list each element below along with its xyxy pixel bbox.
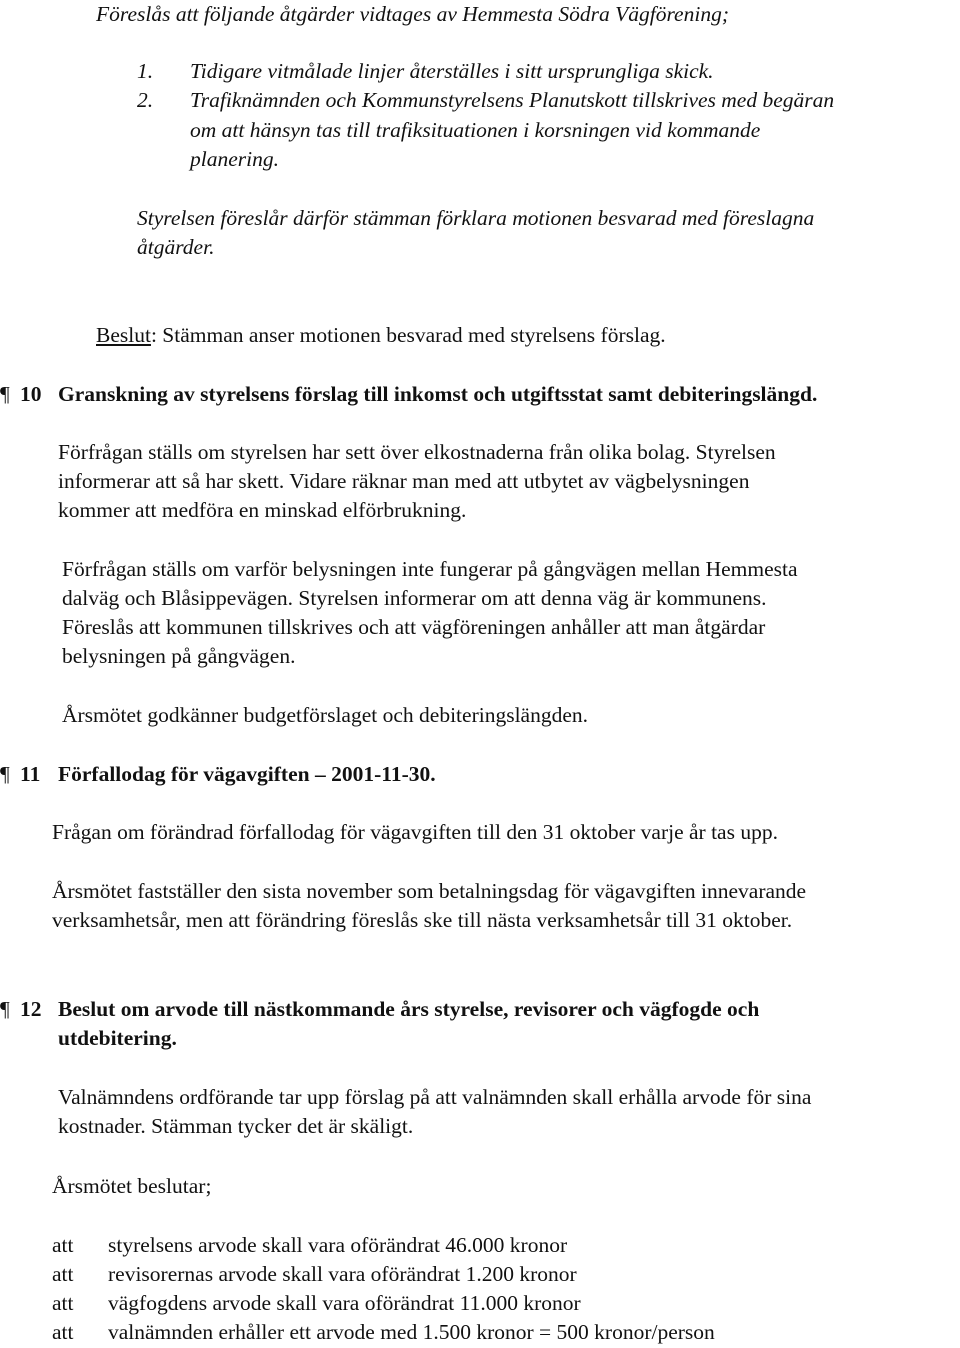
list-item-text: om att hänsyn tas till trafiksituationen i korsningen vid kommande [190, 118, 761, 142]
paragraph-line: Föreslås att kommunen tillskrives och att vägföreningen anhåller att man åtgärdar [62, 615, 766, 639]
decision-text: : Stämman anser motionen besvarad med styrelsens förslag. [150, 323, 666, 347]
list-item-text: Tidigare vitmålade linjer återställes i sitt ursprungliga skick. [190, 59, 714, 83]
paragraph-line: kommer att medföra en minskad elförbrukning. [58, 498, 467, 522]
att-prefix: att [52, 1291, 74, 1315]
section-number: 12 [20, 997, 42, 1021]
paragraph-line: dalväg och Blåsippevägen. Styrelsen informerar om att denna väg är kommunens. [62, 586, 767, 610]
section-heading: Beslut om arvode till nästkommande års styrelse, revisorer och vägfogde och [58, 997, 760, 1021]
att-prefix: att [52, 1233, 74, 1257]
paragraph-line: Valnämndens ordförande tar upp förslag på att valnämnden skall erhålla arvode för sina [58, 1085, 812, 1109]
att-text: valnämnden erhåller ett arvode med 1.500 kronor = 500 kronor/person [108, 1320, 715, 1344]
att-text: revisorernas arvode skall vara oförändrat 1.200 kronor [108, 1262, 577, 1286]
intro-lead: Föreslås att följande åtgärder vidtages av Hemmesta Södra Vägförening; [96, 2, 729, 26]
list-item-text: planering. [190, 147, 279, 171]
proposal-text: Styrelsen föreslår därför stämman förklara motionen besvarad med föreslagna [137, 206, 815, 230]
section-heading: utdebitering. [58, 1026, 177, 1050]
paragraph-line: Årsmötet godkänner budgetförslaget och debiteringslängden. [62, 703, 589, 727]
section-bullet: ¶ [0, 997, 10, 1021]
section-number: 11 [20, 762, 41, 786]
list-item-number: 2. [137, 88, 154, 112]
paragraph-line: informerar att så har skett. Vidare räknar man med att utbytet av vägbelysningen [58, 469, 750, 493]
decision-label: Beslut [96, 323, 151, 347]
att-text: styrelsens arvode skall vara oförändrat 46.000 kronor [108, 1233, 568, 1257]
paragraph-line: Årsmötet fastställer den sista november som betalningsdag för vägavgiften innevarande [52, 879, 807, 903]
paragraph-line: belysningen på gångvägen. [62, 644, 296, 668]
att-prefix: att [52, 1320, 74, 1344]
paragraph-line: Årsmötet beslutar; [52, 1174, 212, 1198]
att-text: vägfogdens arvode skall vara oförändrat 11.000 kronor [108, 1291, 581, 1315]
section-heading: Förfallodag för vägavgiften – 2001-11-30. [58, 762, 436, 786]
proposal-text: åtgärder. [137, 235, 215, 259]
att-prefix: att [52, 1262, 74, 1286]
section-number: 10 [20, 382, 42, 406]
section-heading: Granskning av styrelsens förslag till inkomst och utgiftsstat samt debiteringslängd. [58, 382, 818, 406]
paragraph-line: Förfrågan ställs om styrelsen har sett över elkostnaderna från olika bolag. Styrelsen [58, 440, 776, 464]
decision-line [96, 321, 666, 350]
list-item-text: Trafiknämnden och Kommunstyrelsens Planutskott tillskrives med begäran [190, 88, 835, 112]
list-item-number: 1. [137, 59, 154, 83]
paragraph-line: kostnader. Stämman tycker det är skäligt. [58, 1114, 414, 1138]
section-bullet: ¶ [0, 762, 10, 786]
section-bullet: ¶ [0, 382, 10, 406]
paragraph-line: Frågan om förändrad förfallodag för vägavgiften till den 31 oktober varje år tas upp. [52, 820, 778, 844]
paragraph-line: verksamhetsår, men att förändring föreslås ske till nästa verksamhetsår till 31 oktober. [52, 908, 793, 932]
paragraph-line: Förfrågan ställs om varför belysningen inte fungerar på gångvägen mellan Hemmesta [62, 557, 798, 581]
